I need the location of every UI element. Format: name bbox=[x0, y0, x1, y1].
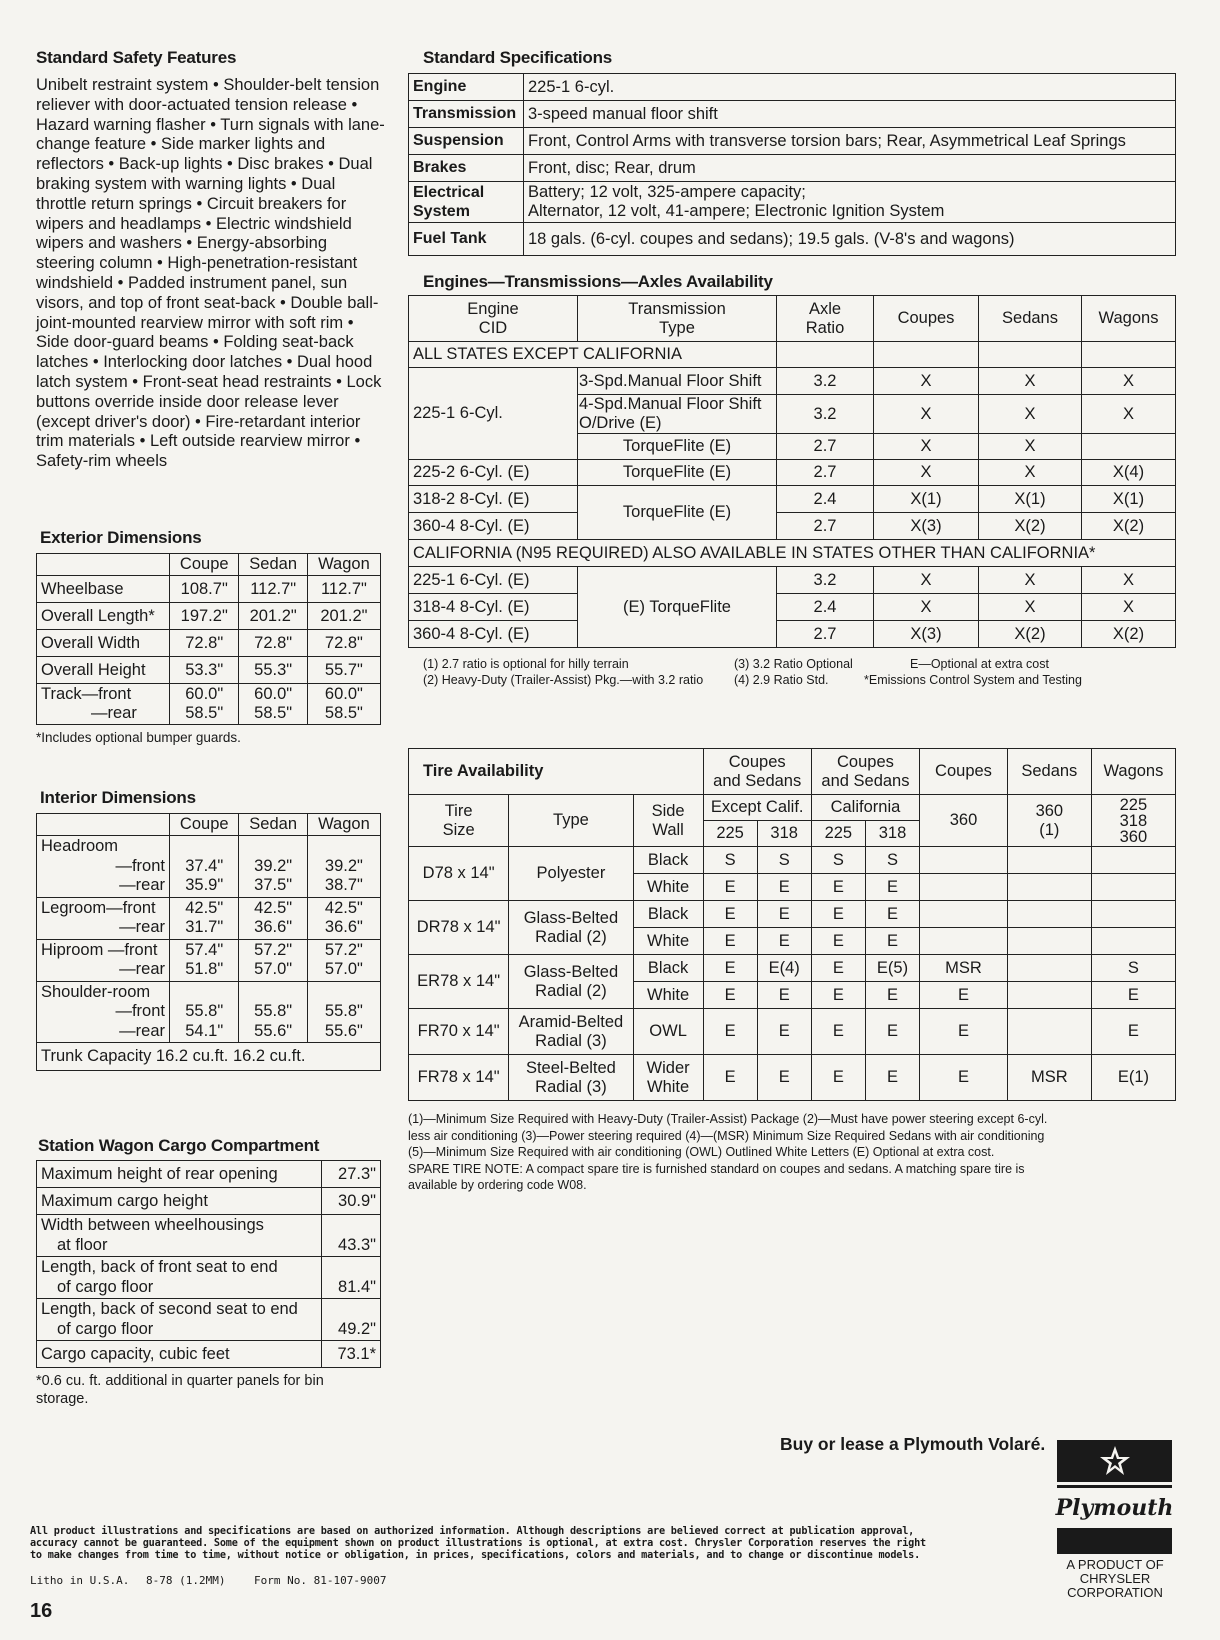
specs-section bbox=[408, 48, 1176, 256]
table-row: Width between wheelhousings at floor 43.3" bbox=[37, 1215, 381, 1257]
table-row: 4-Spd.Manual Floor Shift O/Drive (E) 3.2 X X X bbox=[409, 395, 1176, 434]
exterior-title: Exterior Dimensions bbox=[40, 528, 202, 547]
col-sedan: Sedan bbox=[239, 554, 307, 576]
table-row: 360-4 8-Cyl. (E) 2.7 X(3) X(2) X(2) bbox=[409, 513, 1176, 540]
safety-text: Unibelt restraint system • Shoulder-belt tension reliever with door-actuated tension release • Hazard warning flasher • Turn signals with lane-change feature • Side marker lights and reflectors • Back-up lights • Disc brakes • Dual braking system with warning lights • Dual throttle return springs • Circuit breakers for wipers and headlamps • Electric windshield wipers and washers • Energy-absorbing steering column • High-penetration-resistant windshield • Padded instrument panel, sun visors, and top of front seat-back • Double ball-joint-mounted rearview mirror with soft rim • Side door-guard beams • Folding seat-back latches • Interlocking door latches • Dual hood latch system • Front-seat head restraints • Lock buttons override inside door release lever (except driver's door) • Fire-retardant interior trim materials • Left outside rearview mirror • Safety-rim wheels bbox=[36, 76, 385, 471]
table-row: 225-1 6-Cyl. (E) (E) TorqueFlite 3.2 X X X bbox=[409, 567, 1176, 594]
exterior-note: *Includes optional bumper guards. bbox=[36, 730, 241, 745]
safety-title: Standard Safety Features bbox=[36, 48, 237, 67]
table-row: TorqueFlite (E) 2.7 X X bbox=[409, 434, 1176, 460]
print-date: 8-78 (1.2MM) bbox=[146, 1574, 226, 1587]
table-row: Engine 225-1 6-cyl. bbox=[409, 74, 1176, 101]
section-california: CALIFORNIA (N95 REQUIRED) ALSO AVAILABLE IN STATES OTHER THAN CALIFORNIA* bbox=[409, 540, 1176, 567]
pentastar-icon bbox=[1098, 1444, 1132, 1478]
table-row: Maximum height of rear opening 27.3" bbox=[37, 1161, 381, 1188]
table-row: Brakes Front, disc; Rear, drum bbox=[409, 155, 1176, 182]
plymouth-wordmark: Plymouth bbox=[1057, 1485, 1172, 1531]
table-row: Legroom—front —rear 42.5" 31.7" 42.5" 36.6" 42.5" 36.6" bbox=[37, 897, 381, 939]
tire-table: Tire Availability Coupes and Sedans Coupes and Sedans Coupes Sedans Wagons Tire Size Type Side Wall Except Calif. California 360 360 (1) 225 318 360 225 318 225 318 D78 x 14" Polyester Black S S S S White E E E E DR78 x 14" Glass-Belted Radial (2) Black E E E E White E E E E ER78 x 14" Glass-Belted Radial (2) Black E E(4) E E(5) MSR S White E E E E E E FR70 x 14" Aramid-Belted Radial (3) OWL E E E E E E FR78 x 14" Steel-Belted Radial (3) Wider White E E E E E MSR E(1) bbox=[408, 748, 1176, 1101]
table-row: White E E E E bbox=[409, 874, 1176, 901]
table-row: 360-4 8-Cyl. (E) 2.7 X(3) X(2) X(2) bbox=[409, 621, 1176, 648]
eta-title: Engines—Transmissions—Axles Availability bbox=[423, 272, 773, 291]
col-coupe: Coupe bbox=[170, 554, 239, 576]
table-row: Cargo capacity, cubic feet 73.1* bbox=[37, 1341, 381, 1368]
tagline: Buy or lease a Plymouth Volaré. bbox=[780, 1434, 1046, 1454]
table-row: Electrical System Battery; 12 volt, 325-ampere capacity; Alternator, 12 volt, 41-ampere; Electronic Ignition System bbox=[409, 182, 1176, 223]
pentastar-logo bbox=[1057, 1440, 1172, 1482]
table-row: White E E E E E E bbox=[409, 982, 1176, 1009]
trunk-capacity: Trunk Capacity 16.2 cu.ft. 16.2 cu.ft. bbox=[37, 1043, 381, 1071]
table-row: Shoulder-room —front —rear 55.8" 54.1" 55.8" 55.6" 55.8" 55.6" bbox=[37, 981, 381, 1043]
exterior-table bbox=[36, 553, 381, 725]
table-row: Length, back of second seat to end of cargo floor 49.2" bbox=[37, 1299, 381, 1341]
table-row: ER78 x 14" Glass-Belted Radial (2) Black E E(4) E E(5) MSR S bbox=[409, 955, 1176, 982]
table-row: 225-1 6-Cyl. 3-Spd.Manual Floor Shift 3.2 X X X bbox=[409, 368, 1176, 395]
exterior-section bbox=[36, 528, 381, 745]
litho: Litho in U.S.A. bbox=[30, 1574, 130, 1587]
eta-footnotes: (1) 2.7 ratio is optional for hilly terrain (2) Heavy-Duty (Trailer-Assist) Pkg.—with 3.2 ratio (3) 3.2 Ratio Optional (4) 2.9 Ratio Std. E—Optional at extra cost *Emissions Control System and Testing bbox=[423, 657, 1082, 687]
logo-bar bbox=[1057, 1528, 1172, 1554]
table-row: Transmission 3-speed manual floor shift bbox=[409, 101, 1176, 128]
cargo-section bbox=[36, 1136, 381, 1408]
interior-title: Interior Dimensions bbox=[40, 788, 196, 807]
cargo-title: Station Wagon Cargo Compartment bbox=[38, 1136, 320, 1155]
table-row: Hiproom —front —rear 57.4" 51.8" 57.2" 57.0" 57.2" 57.0" bbox=[37, 939, 381, 981]
table-row: Overall Height 53.3" 55.3" 55.7" bbox=[37, 657, 381, 684]
table-row: Wheelbase 108.7" 112.7" 112.7" bbox=[37, 576, 381, 603]
tire-title: Tire Availability bbox=[409, 749, 704, 795]
interior-section bbox=[36, 788, 381, 1071]
table-row: Maximum cargo height 30.9" bbox=[37, 1188, 381, 1215]
table-row: 318-2 8-Cyl. (E) TorqueFlite (E) 2.4 X(1) X(1) X(1) bbox=[409, 486, 1176, 513]
table-row: Suspension Front, Control Arms with transverse torsion bars; Rear, Asymmetrical Leaf Springs bbox=[409, 128, 1176, 155]
specs-table bbox=[408, 73, 1176, 256]
form-number: Form No. 81-107-9007 bbox=[254, 1574, 387, 1587]
page-number: 16 bbox=[30, 1600, 53, 1622]
table-row: 318-4 8-Cyl. (E) 2.4 X X X bbox=[409, 594, 1176, 621]
eta-table: Engine CID Transmission Type Axle Ratio Coupes Sedans Wagons ALL STATES EXCEPT CALIFORNIA 225-1 6-Cyl. 3-Spd.Manual Floor Shift 3.2 X X X 4-Spd.Manual Floor Shift O/Drive (E) 3.2 X X X TorqueFlite (E) 2.7 X X 225-2 6-Cyl. (E) TorqueFlite (E) 2.7 X X X(4) 318-2 8-Cyl. (E) TorqueFlite (E) 2.4 X(1) X(1) X(1) 360-4 8-Cyl. (E) 2.7 X(3) X(2) X(2) CALIFORNIA (N95 REQUIRED) ALSO AVAILABLE IN STATES OTHER THAN CALIFORNIA* 225-1 6-Cyl. (E) (E) TorqueFlite 3.2 X X X 318-4 8-Cyl. (E) 2.4 X X X 360-4 8-Cyl. (E) 2.7 X(3) X(2) X(2) bbox=[408, 295, 1176, 648]
product-of: A PRODUCT OF CHRYSLER CORPORATION bbox=[1066, 1557, 1164, 1600]
table-row: D78 x 14" Polyester Black S S S S bbox=[409, 847, 1176, 874]
table-row: FR78 x 14" Steel-Belted Radial (3) Wider White E E E E E MSR E(1) bbox=[409, 1055, 1176, 1101]
safety-section bbox=[36, 48, 388, 472]
table-row: DR78 x 14" Glass-Belted Radial (2) Black E E E E bbox=[409, 901, 1176, 928]
interior-table: Coupe Sedan Wagon Headroom —front —rear 37.4" 35.9" 39.2" 37.5" 39.2" 38.7" Legroom—front —rear 42.5" 31.7" 42.5" 36.6" 42.5" 36.6" Hiproom —front —rear 57.4" 51.8" 57.2" 57.0" 57.2" 57.0" Shoulder-room —front —rear 55.8" 54.1" 55.8" 55.6" 55.8" 55.6" Trunk Capacity 16.2 cu.ft. 16.2 cu.ft. bbox=[36, 813, 381, 1071]
tire-notes: (1)—Minimum Size Required with Heavy-Duty (Trailer-Assist) Package (2)—Must have power steering except 6-cyl. less air conditioning (3)—Power steering required (4)—(MSR) Minimum Size Required Sedans with air conditioning (5)—Minimum Size Required with air conditioning (OWL) Outlined White Letters (E) Optional at extra cost. SPARE TIRE NOTE: A compact spare tire is furnished standard on coupes and sedans. A matching spare tire is available by ordering code W08. bbox=[408, 1112, 1048, 1192]
table-row: FR70 x 14" Aramid-Belted Radial (3) OWL E E E E E E bbox=[409, 1009, 1176, 1055]
table-row: 225-2 6-Cyl. (E) TorqueFlite (E) 2.7 X X X(4) bbox=[409, 460, 1176, 486]
table-row: White E E E E bbox=[409, 928, 1176, 955]
eta-section bbox=[408, 272, 1176, 690]
col-wagon: Wagon bbox=[307, 554, 380, 576]
specs-title: Standard Specifications bbox=[423, 48, 613, 67]
table-row: Headroom —front —rear 37.4" 35.9" 39.2" 37.5" 39.2" 38.7" bbox=[37, 836, 381, 898]
table-row: Fuel Tank 18 gals. (6-cyl. coupes and sedans); 19.5 gals. (V-8's and wagons) bbox=[409, 223, 1176, 256]
tire-section bbox=[408, 748, 1188, 1194]
cargo-note: *0.6 cu. ft. additional in quarter panels for bin storage. bbox=[36, 1373, 324, 1407]
table-row bbox=[37, 1043, 381, 1071]
table-row: Length, back of front seat to end of cargo floor 81.4" bbox=[37, 1257, 381, 1299]
table-row: Track—front —rear 60.0" 58.5" 60.0" 58.5" 60.0" 58.5" bbox=[37, 684, 381, 725]
disclaimer: All product illustrations and specifications are based on authorized information. Although descriptions are believed correct at publication approval, accuracy cannot be guaranteed. Some of the equipment shown on product illustrations is optional, at extra cost. Chrysler Corporation reserves the right to make changes from time to time, without notice or obligation, in prices, specifications, colors and materials, and to change or discontinue models. bbox=[30, 1526, 926, 1561]
cargo-table bbox=[36, 1160, 381, 1368]
section-all-states: ALL STATES EXCEPT CALIFORNIA bbox=[409, 342, 777, 368]
table-row: Overall Length* 197.2" 201.2" 201.2" bbox=[37, 603, 381, 630]
table-row: Overall Width 72.8" 72.8" 72.8" bbox=[37, 630, 381, 657]
